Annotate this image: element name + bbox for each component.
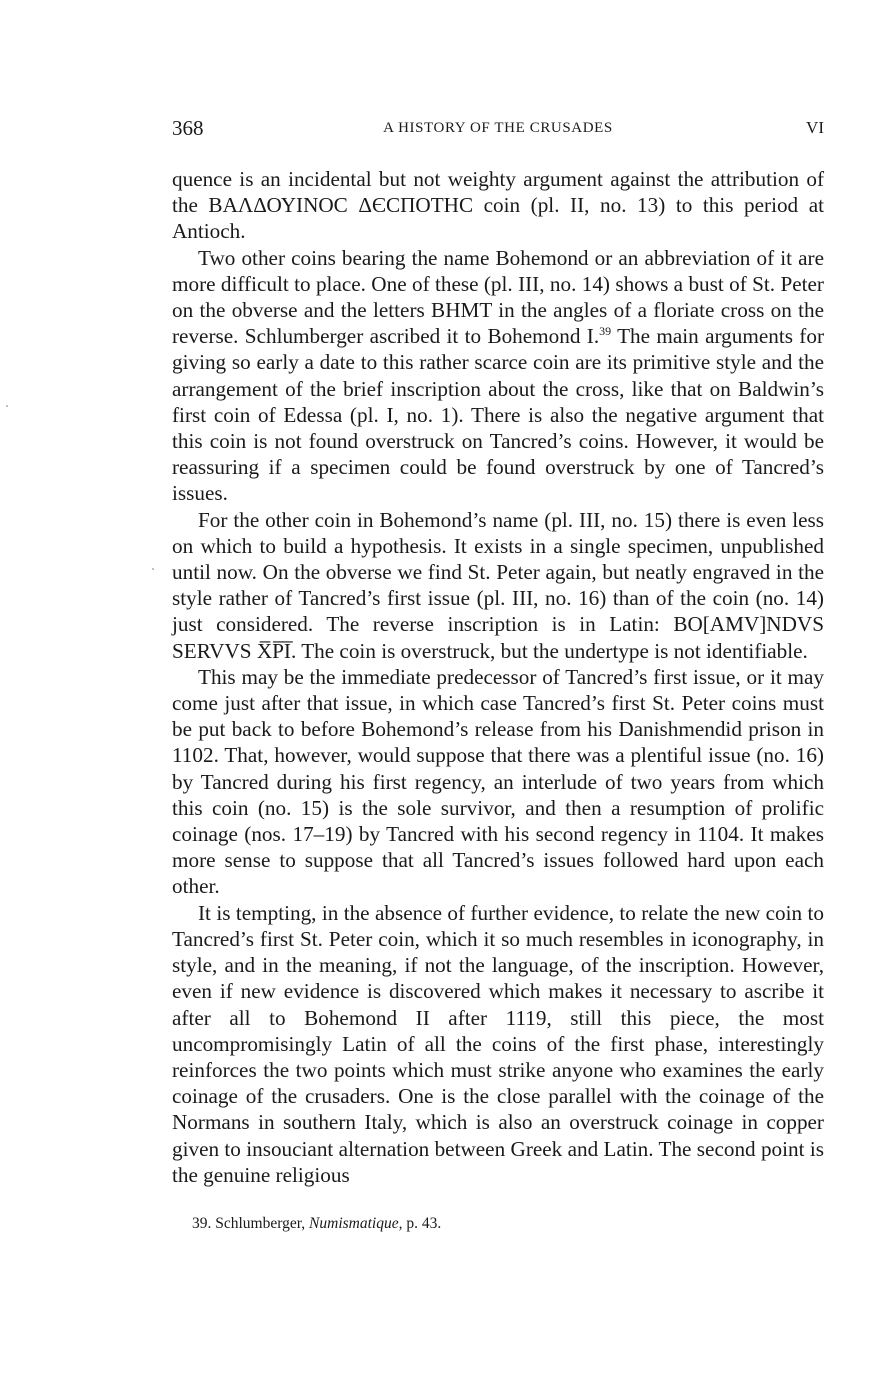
footnote-author: Schlumberger,	[215, 1214, 306, 1232]
paragraph-text: Two other coins bearing the name Bohemond or an abbreviation of it are more difficult to place. One of these (pl. III, no. 14) shows a bust of St. Peter on the obverse and the letters BHMT in the angles of a floriate cross on the reverse. Schlumberger ascribed it to Bohemond I.	[172, 245, 824, 349]
paragraph-text: The main arguments for giving so early a date to this rather scarce coin are its primitive style and the arrangement of the brief inscription about the cross, like that on Baldwin’s first coin of Edessa (pl. I, no. 1). There is also the negative argument that this coin is not found overstruck on Tancred’s coins. However, it would be reassuring if a specimen could be found overstruck by one of Tancred’s issues.	[172, 324, 825, 506]
footnote-number: 39.	[192, 1214, 212, 1232]
footnote	[172, 1214, 824, 1234]
scan-speck	[6, 405, 8, 407]
paragraph-continued: quence is an incidental but not weighty argument against the attribution of the ΒΑΛΔΟΥΙΝΟС ΔЄСΠΟΤΗС coin (pl. II, no. 13) to this period at Antioch.	[172, 167, 824, 244]
scan-speck	[152, 568, 154, 570]
paragraph: For the other coin in Bohemond’s name (pl. III, no. 15) there is even less on which to build a hypothesis. It exists in a single specimen, unpublished until now. On the obverse we find St. Peter again, but neatly engraved in the style rather of Tancred’s first issue (pl. III, no. 16) than of the coin (no. 14) just considered. The reverse inscription is in Latin: BO[AMV]NDVS SERVVS X̅P̅I̅. The coin is overstruck, but the undertype is not identifiable.	[172, 507, 824, 663]
paragraph	[172, 245, 824, 507]
chapter-number: VI	[806, 118, 824, 137]
paragraph: This may be the immediate predecessor of Tancred’s first issue, or it may come just after that issue, in which case Tancred’s first St. Peter coins must be put back to before Bohemond’s release from his Danishmendid prison in 1102. That, however, would suppose that there was a plentiful issue (no. 16) by Tancred during his first regency, an interlude of two years from which this coin (no. 15) is the sole survivor, and then a resumption of prolific coinage (nos. 17–19) by Tancred with his second regency in 1104. It makes more sense to suppose that all Tancred’s issues followed hard upon each other.	[172, 664, 824, 899]
running-title: A HISTORY OF THE CRUSADES	[383, 120, 613, 136]
footnote-page: p. 43.	[406, 1214, 442, 1232]
body-text	[172, 166, 824, 1188]
book-page	[172, 114, 824, 1234]
paragraph: It is tempting, in the absence of further evidence, to relate the new coin to Tancred’s first St. Peter coin, which it so much resembles in iconography, in style, and in the meaning, if not the language, of the inscription. However, even if new evidence is discovered which makes it necessary to ascribe it after all to Bohemond II after 1119, still this piece, the most uncompromisingly Latin of all the coins of the first phase, interestingly reinforces the two points which must strike anyone who examines the early coinage of the crusaders. One is the close parallel with the coinage of the Normans in southern Italy, which is also an overstruck coinage in copper given to insouciant alternation between Greek and Latin. The second point is the genuine religious	[172, 900, 824, 1187]
footnote-reference: 39	[599, 324, 612, 339]
footnote-title: Numismatique,	[309, 1214, 403, 1232]
page-number: 368	[172, 116, 204, 140]
running-head	[172, 114, 824, 144]
